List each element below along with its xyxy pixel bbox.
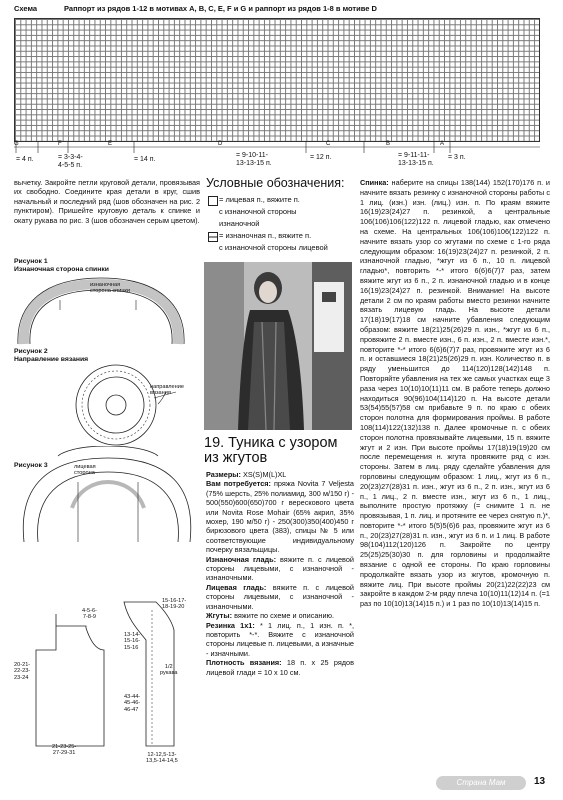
motif-label-e: E [108, 141, 113, 147]
purl-label: Изнаночная гладь: [206, 554, 277, 564]
materials-text: пряжа Novita 7 Veljesta (75% шерсть, 25% полиамид, 300 м/150 г) - 500(550)600(650)700 г верескового цвета или Novita Rose Mohair (65% акрил, 35% мохер, 190 м/50 г) - 250(300)350(400)450 г бирюзового цвета (383), спицы № 5 или соответствующие индивидуальному почерку вязальщицы. [206, 479, 354, 555]
rib-label: Резинка 1х1: [206, 620, 255, 630]
model-photo [204, 262, 352, 430]
watermark: Страна Мам [436, 776, 526, 790]
stitch-count-a: = 3 п. [448, 154, 466, 161]
stitch-count-c: = 12 п. [310, 154, 332, 161]
stitch-count-d: = 9-10-11- 13-13-15 п. [236, 152, 272, 167]
size-g: 43-44- 45-46- 46-47 [124, 694, 141, 713]
knit-label: Лицевая гладь: [206, 582, 267, 592]
motif-label-b: B [386, 141, 391, 147]
size-d: 13-14- 15-16- 15-16 [124, 632, 141, 651]
figure1-label: изнаночная сторона спинки [90, 282, 130, 295]
size-c: 21-23-25- 27-29-31 [52, 744, 77, 757]
rib-text: * 1 лиц. п., 1 изн. п. *, повторить *-*. Вяжите с изнаночной стороны лицевые п. лицевыми, а изначные - изначными. [206, 620, 355, 658]
size-f: 1/2 рукава [160, 664, 178, 677]
motif-label-d: D [218, 141, 223, 147]
legend-dash-square [208, 232, 218, 242]
cables-text: вяжите по схеме и описанию. [234, 611, 335, 621]
back-label: Спинка: [360, 178, 389, 187]
back-text: наберите на спицы 138(144) 152(170)176 п. и начните вязать резинку с изнаночной стороны работы с 1 лиц. (изн.) изн. (лиц.) изн. п. По краям вяжите 16(19)23(24)27 п. резинкой, а центральные 106(106)106(122)122 п. лицевой гладью, как отмечено на схеме. На центральных 106(106)106(122)122 п. начните вязать узор со жгутами по схеме с 1-го ряда следующим образом: 16(19)23(24)27 п. резинкой, 2 п. изнаночной гладью, *жгут из 6 п., 10 п. лицевой гладью*, повторить *-* итого 6(6)6(7)7 раз, затем вяжите жгут из 6 п., 2 п. изнаночной гладью и в конце 16(19)23(24)27 п. резинкой. Внимание! На высоте детали 2 см по краям работы вместо резинки начните вязать лицевую гладь. На высоте детали 17(18)19(17)18 см начните убавления следующим образом: вяжите 18(21)25(26)29 п. изн., *жгут из 6 п., провяжите 2 п. вместе изн., 6 п. изн., 2 п. вместе изн.*, повторите *-* итого 6(6)6(7)7 раз, провяжите жгут из 6 п. и оставшиеся 18(21)25(26)29 п. изн. Количество п. в ряду уменьшится до 114(120)128(142)148 п. Повторяйте убавления на тех же самых участках еще 3 раза через 10(10)10(11)11 см. В работе теперь должно находиться 90(96)104(114)120 п. На высоте детали 53(54)55(57)58 см прибавьте 9 п. по краю с обеих сторон полотна для формирования проймы. В работе 108(114)122(132)138 п. Далее кромочные п. с обеих сторон полотна провязывайте лицевыми, 15 п. вяжите жгут и 2 изн. При высоте проймы 17(18)19(19)20 см после перемещения н. жгута провяжите ряд с изн. стороны. Затем в лиц. ряду сделайте убавления для горловины следующим образом: 1 лиц., жгут из 6 п., 20(23)27(28)31 п. изн., жгут из 6 п., 2 п. изн., жгут из 6 п., 1 лиц., 2 п. вместе изн., жгут из 6 п., 1 лиц., выполните простую протяжку (= снимите 1 п. не провязывая, 1 п. лиц. и протяните ее через снятую п.)*, повторите *-* итого 5(5)5(6)6 раз, провяжите жгут из 6 п., 20(23)27(28)31 п. изн., жгут из 6 п. и 1 лиц. В работе 98(104)112(120)126 п. Закройте по центру 25(25)25(30)30 п. для горловины и продолжайте вязание с одной ее стороны. По краю горловины продолжайте вязать узор из жгутов, кромочную п. вяжите лиц. При высоте проймы 20(21)22(22)23 см закройте в каждом 2-м ряду плеча 10(10)11(12)14 п. (=1 раз по 10(10)13(14)15 п.) и 1 раз по 10(10)13(14)15 п. [360, 178, 550, 609]
sizes-value: XS(S)M(L)XL [242, 470, 287, 479]
figure2-diagram [34, 362, 204, 448]
stitch-count-b: = 9-11-11- 13-13-15 п. [398, 152, 434, 167]
gauge-label: Плотность вязания: [206, 658, 282, 668]
legend-empty-square [208, 196, 218, 206]
gauge-text: 18 п. х 25 рядов лицевой глади = 10 х 10 см. [206, 658, 354, 677]
legend-item-purl [208, 230, 328, 254]
cables-label: Жгуты: [206, 611, 233, 621]
pattern-title: 19. Туника с узором из жгутов [204, 435, 338, 466]
purl-text: вяжите п. с лицевой стороны лицевыми, с изнаночной - изнаночными. [206, 554, 354, 583]
motif-label-c: C [326, 141, 331, 147]
legend-purl-text: = изнаночная п., вяжите п. с изнаночной стороны лицевой [219, 231, 328, 252]
size-h: 12-12,5-13- 13,5-14-14,5 [146, 752, 178, 765]
legend-title: Условные обозначения: [206, 176, 345, 190]
figure1-subtitle: Изнаночная сторона спинки [14, 266, 109, 273]
figure3-title: Рисунок 3 [14, 462, 48, 469]
left-intro-text: вычетку. Закройте петли круговой детали, провязывая их свободно. Соедините края детали в круг, сшив начальный и последний ряд (шов обозначен на рис. 2 пунктиром). Пришейте круговую деталь к спинке и окату рукава по рис. 3 (шов обозначен серым цветом). [14, 178, 200, 225]
motif-label-f: F [58, 141, 62, 147]
motif-label-g: G [14, 141, 19, 147]
materials-label: Вам потребуется: [206, 479, 271, 489]
size-e: 15-16-17- 18-19-20 [162, 598, 187, 611]
legend-knit-text: = лицевая п., вяжите п. с изнаночной стороны изнаночной [219, 195, 300, 228]
page-number: 13 [534, 776, 546, 787]
size-b: 20-21- 22-23- 23-24 [14, 662, 31, 681]
chart-title: Раппорт из рядов 1-12 в мотивах A, B, C, E, F и G и раппорт из рядов 1-8 в мотиве D [64, 4, 377, 13]
motif-label-a: A [440, 141, 445, 147]
knitting-chart-grid [14, 18, 540, 142]
figure2-label: направление вязания [150, 384, 184, 397]
back-instructions [360, 178, 550, 609]
figure3-label: лицевая сторона [74, 464, 96, 477]
stitch-count-e: = 14 п. [134, 156, 156, 163]
knit-text: вяжите п. с лицевой стороны лицевыми, с изнаночной - изнаночными. [206, 582, 355, 611]
legend-item-knit [208, 194, 300, 230]
stitch-count-g: = 4 п. [16, 156, 34, 163]
stitch-count-f: = 3-3-4- 4-5-5 п. [58, 154, 83, 169]
chart-label: Схема [14, 4, 38, 13]
figure2-title: Рисунок 2 [14, 348, 48, 355]
figure2-subtitle: Направление вязания [14, 356, 89, 363]
figure1-title: Рисунок 1 [14, 258, 48, 265]
pattern-body [206, 470, 354, 677]
sizes-label: Размеры: [206, 470, 241, 479]
figure3-diagram [18, 446, 198, 546]
size-a: 4-5-6- 7-8-9 [82, 608, 97, 621]
